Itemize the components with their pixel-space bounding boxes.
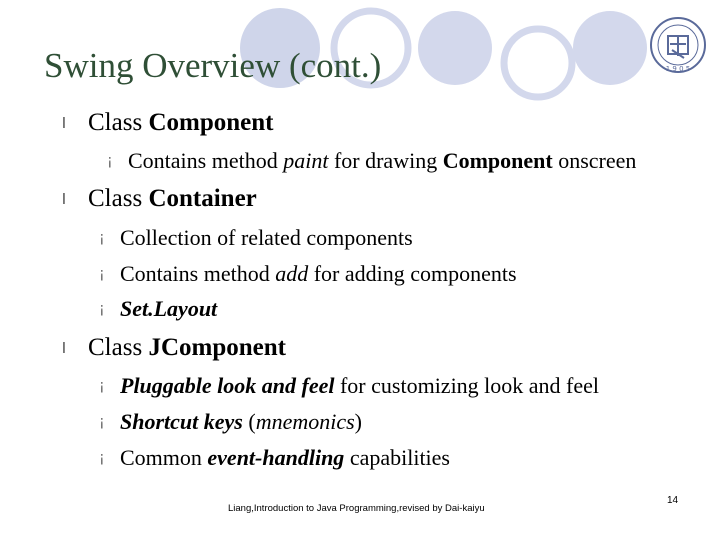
- sub-bullet-marker: ¡: [107, 153, 113, 169]
- bullet-pluggable: ¡ Pluggable look and feel for customizing look and feel: [99, 373, 600, 398]
- bullet-class-component: l Class Component: [62, 109, 274, 136]
- sub-bullet-marker: ¡: [99, 230, 105, 246]
- slide-footer: Liang,Introduction to Java Programming,revised by Dai-kaiyu: [228, 503, 485, 514]
- bullet-marker: l: [62, 341, 66, 357]
- bullet-event-handling: ¡ Common event-handling capabilities: [99, 445, 450, 470]
- sub-bullet-marker: ¡: [99, 378, 105, 394]
- sub-bullet-marker: ¡: [99, 414, 105, 430]
- bullet-collection: ¡ Collection of related components: [99, 225, 413, 250]
- sub-bullet-marker: ¡: [99, 450, 105, 466]
- bullet-marker: l: [62, 116, 66, 132]
- svg-text:1 9 0 5: 1 9 0 5: [665, 65, 691, 73]
- bullet-setlayout: ¡ Set.Layout: [99, 296, 218, 321]
- university-seal-icon: [648, 14, 708, 76]
- slide-title: Swing Overview (cont.): [44, 46, 382, 85]
- bullet-contains-add: ¡ Contains method add for adding components: [99, 261, 517, 286]
- sub-bullet-marker: ¡: [99, 301, 105, 317]
- bullet-class-container: l Class Container: [62, 185, 257, 212]
- sub-bullet-marker: ¡: [99, 266, 105, 282]
- bullet-shortcut-keys: ¡ Shortcut keys (mnemonics): [99, 409, 362, 434]
- bullet-marker: l: [62, 192, 66, 208]
- page-number: 14: [667, 495, 679, 506]
- bullet-contains-paint: ¡ Contains method paint for drawing Component onscreen: [107, 148, 637, 173]
- bullet-class-jcomponent: l Class JComponent: [62, 334, 286, 361]
